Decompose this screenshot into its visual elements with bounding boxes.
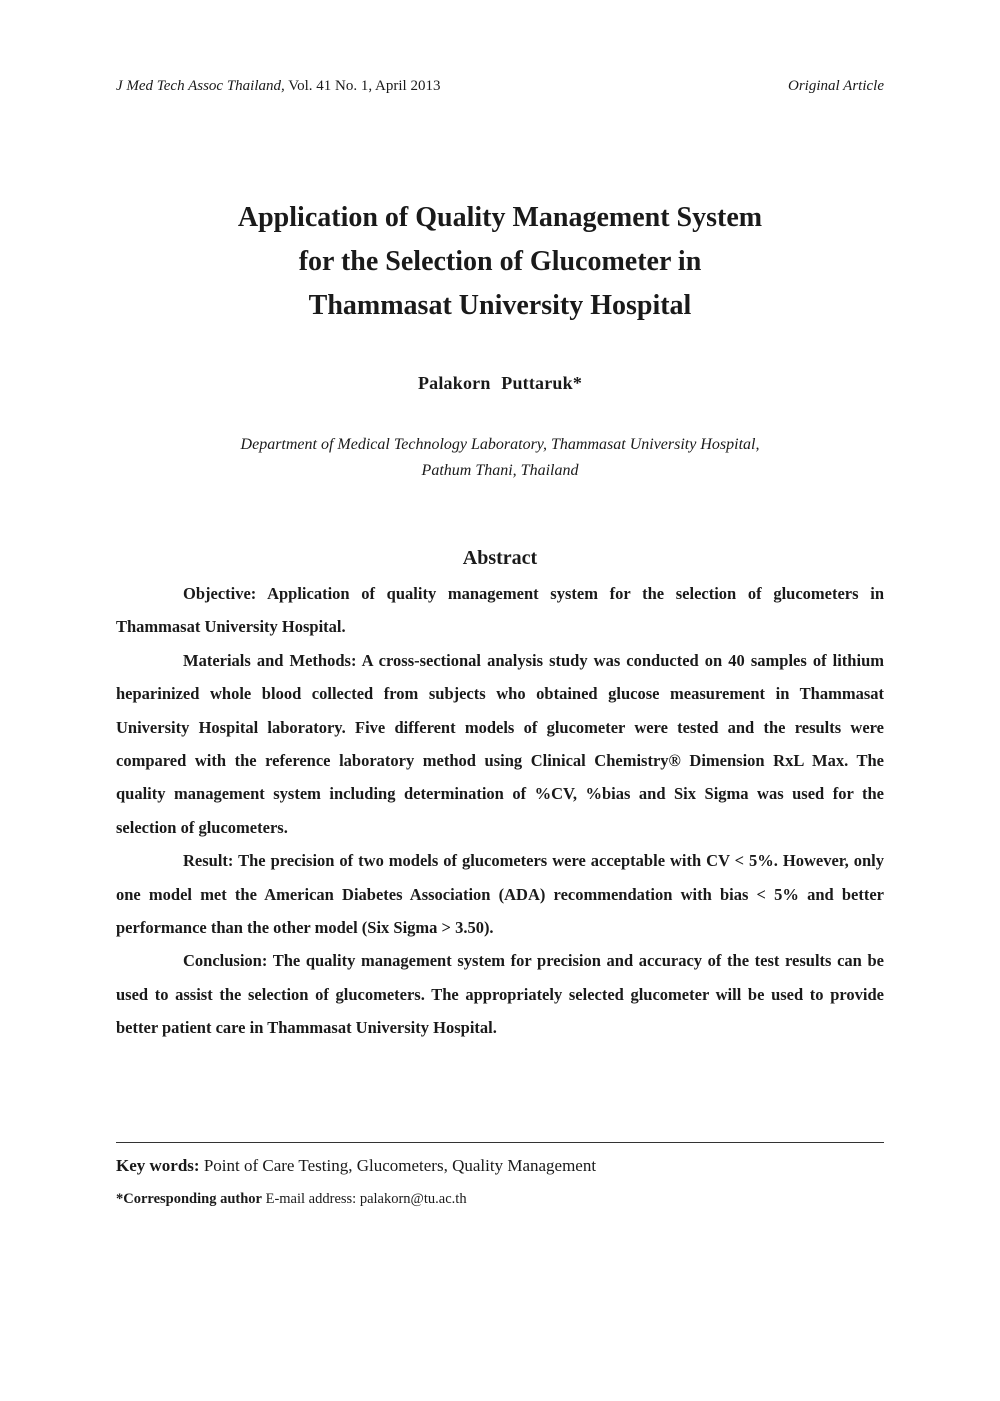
title-line: Application of Quality Management System [237,202,763,233]
affiliation-line: Department of Medical Technology Laboratory, Thammasat University Hospital, [240,436,760,453]
abstract-conclusion: Conclusion: The quality management system for precision and accuracy of the test results can be used to assist the selection of glucometers. The appropriately selected glucometer will be used to provide better patient care in Thammasat University Hospital. [116,951,884,1038]
keywords-label: Key words: [116,1156,200,1175]
abstract-body [116,577,884,1045]
title-line: Thammasat University Hospital [308,290,692,321]
volume-issue: Vol. 41 No. 1, April 2013 [288,78,441,94]
abstract-methods: Materials and Methods: A cross-sectional analysis study was conducted on 40 samples of lithium heparinized whole blood collected from subjects who obtained glucose measurement in Thammasat University Hospital laboratory. Five different models of glucometer were tested and the results were compared with the reference laboratory method using Clinical Chemistry® Dimension RxL Max. The quality management system including determination of %CV, %bias and Six Sigma was used for the selection of glucometers. [116,650,884,837]
author-name: Palakorn Puttaruk* [417,373,583,393]
corresponding-email: E-mail address: palakorn@tu.ac.th [265,1191,467,1207]
abstract-objective: Objective: Application of quality management system for the selection of glucometers in Thammasat University Hospital. [116,584,884,637]
keywords [116,1156,884,1176]
corresponding-label: *Corresponding author [116,1191,262,1207]
journal-citation [116,78,440,95]
affiliation [150,432,850,484]
abstract-heading: Abstract [462,547,538,569]
abstract-result: Result: The precision of two models of glucometers were acceptable with CV < 5%. However, only one model met the American Diabetes Association (ADA) recommendation with bias < 5% and better performance than the other model (Six Sigma > 3.50). [116,851,884,938]
journal-name: J Med Tech Assoc Thailand, [116,78,285,94]
keywords-text: Point of Care Testing, Glucometers, Quality Management [203,1156,597,1175]
paper-title [150,196,850,328]
footnote-divider [116,1142,884,1143]
title-line: for the Selection of Glucometer in [298,246,702,277]
running-header [116,78,884,100]
corresponding-author [116,1191,884,1208]
affiliation-line: Pathum Thani, Thailand [421,462,579,479]
article-type: Original Article [788,78,884,94]
